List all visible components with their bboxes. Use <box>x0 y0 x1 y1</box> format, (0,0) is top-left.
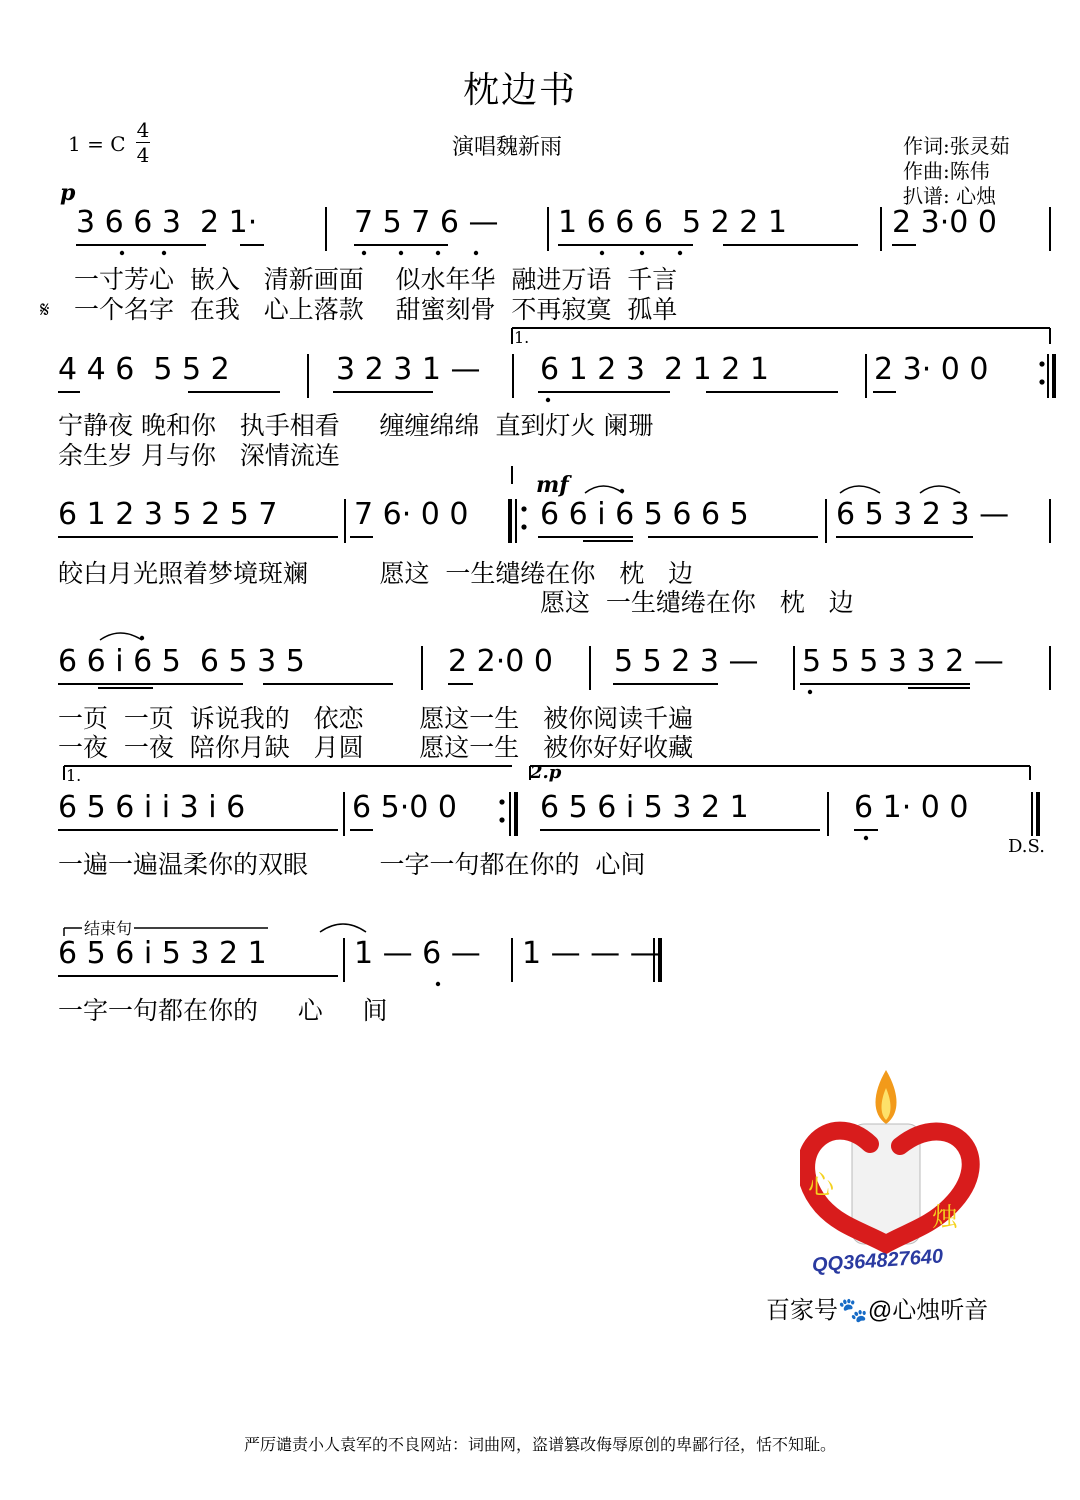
time-signature <box>136 118 150 167</box>
logo-char-1: 心 <box>808 1171 835 1201</box>
row-5-lyrics: 一遍一遍温柔你的双眼 一字一句都在你的 心间 <box>58 850 646 879</box>
row-4-lyrics-verse-2: 一夜 一夜 陪你月缺 月圆 愿这一生 被你好好收藏 <box>58 733 694 762</box>
row-3-measure-4: 6 5 3 2 3 — <box>836 497 1010 532</box>
row-2-measure-1: 4 4 6 5 5 2 <box>58 352 230 387</box>
row-6-measure-3: 1 — — — <box>522 936 660 971</box>
dynamic-mf: mf <box>536 472 569 498</box>
row-5-measure-4: 6 1· 0 0 <box>854 790 969 825</box>
time-signature-top: 4 <box>136 118 150 142</box>
row-3-measure-1: 6 1 2 3 5 2 5 7 <box>58 497 278 532</box>
row-6-lyrics: 一字一句都在你的 心 间 <box>58 996 388 1025</box>
row-2-measure-2: 3 2 3 1 — <box>336 352 481 387</box>
lyricist-credit: 作词:张灵茹 <box>903 134 1010 158</box>
staff-row-3 <box>58 497 1080 541</box>
first-ending-close <box>510 466 516 486</box>
dynamic-p-second-ending: 2.p <box>530 762 562 783</box>
row-5-measure-3: 6 5 6 i 5 3 2 1 <box>540 790 749 825</box>
row-3-measure-2: 7 6· 0 0 <box>354 497 469 532</box>
staff-row-5 <box>58 790 1080 834</box>
row-2-measure-3: 6 1 2 3 2 1 2 1 <box>540 352 769 387</box>
row-5-measure-1: 6 5 6 i i 3 i 6 <box>58 790 246 825</box>
row-6-measure-2: 1 — 6 — <box>354 936 481 971</box>
row-1-measure-4: 2 3·0 0 <box>892 205 997 240</box>
segno-icon: 𝄋 <box>40 298 50 323</box>
row-5-measure-2: 6 5·0 0 <box>352 790 457 825</box>
first-ending-bracket <box>510 326 1055 346</box>
brand-handle: 百家号🐾@心烛听音 <box>766 1297 989 1324</box>
first-ending-label: 1. <box>514 328 530 347</box>
transcriber-credit: 扒谱: 心烛 <box>903 184 997 208</box>
song-title: 枕边书 <box>462 70 577 111</box>
dal-segno-mark: D.S. <box>1008 836 1045 857</box>
row-4-measure-1: 6 6 i 6 5 6 5 3 5 <box>58 644 305 679</box>
coda-label: 结束句 <box>82 916 134 939</box>
time-signature-bottom: 4 <box>136 143 150 167</box>
singer-credit: 演唱魏新雨 <box>452 135 563 160</box>
staff-row-1 <box>58 205 1080 249</box>
key-signature: 1 = C <box>68 132 126 156</box>
row-2-lyrics-verse-2: 余生岁 月与你 深情流连 <box>58 441 340 470</box>
row-4-measure-2: 2 2·0 0 <box>448 644 553 679</box>
row-1-measure-2: 7 5 7 6 — <box>354 205 499 240</box>
staff-row-6 <box>58 936 1080 980</box>
row-2-measure-4: 2 3· 0 0 <box>874 352 989 387</box>
staff-row-4 <box>58 644 1080 688</box>
row-4-lyrics-verse-1: 一页 一页 诉说我的 依恋 愿这一生 被你阅读千遍 <box>58 704 694 733</box>
candle-heart-logo <box>800 1066 1000 1256</box>
footer-notice: 严厉谴责小人袁军的不良网站：词曲网，盗谱篡改侮辱原创的卑鄙行径，恬不知耻。 <box>243 1437 836 1454</box>
row-1-measure-1: 3 6 6 3 2 1· <box>76 205 258 240</box>
row-1-lyrics-verse-1: 一寸芳心 嵌入 清新画面 似水年华 融进万语 千言 <box>74 265 678 294</box>
row-2-lyrics-verse-1: 宁静夜 晚和你 执手相看 缠缠绵绵 直到灯火 阑珊 <box>58 411 654 440</box>
row-4-measure-4: 5 5 5 3 3 2 — <box>802 644 1004 679</box>
row-3-lyrics-verse-1: 皎白月光照着梦境斑斓 愿这 一生缱绻在你 枕 边 <box>58 559 694 588</box>
row-1-measure-3: 1 6 6 6 5 2 2 1 <box>558 205 787 240</box>
row-1-lyrics-verse-2: 一个名字 在我 心上落款 甜蜜刻骨 不再寂寞 孤单 <box>74 295 678 324</box>
row-4-measure-3: 5 5 2 3 — <box>614 644 759 679</box>
row-5-ending-brackets <box>62 764 1032 784</box>
row-6-measure-1: 6 5 6 i 5 3 2 1 <box>58 936 267 971</box>
composer-credit: 作曲:陈伟 <box>903 159 990 183</box>
logo-char-2: 烛 <box>932 1203 959 1233</box>
staff-row-2 <box>58 352 1080 396</box>
qq-number: QQ364827640 <box>811 1245 944 1277</box>
first-ending-label-2: 1. <box>66 766 82 785</box>
dynamic-p: p <box>60 180 76 206</box>
row-3-lyrics-verse-2: 愿这 一生缱绻在你 枕 边 <box>540 588 854 617</box>
row-3-measure-3: 6 6 i 6 5 6 6 5 <box>540 497 749 532</box>
